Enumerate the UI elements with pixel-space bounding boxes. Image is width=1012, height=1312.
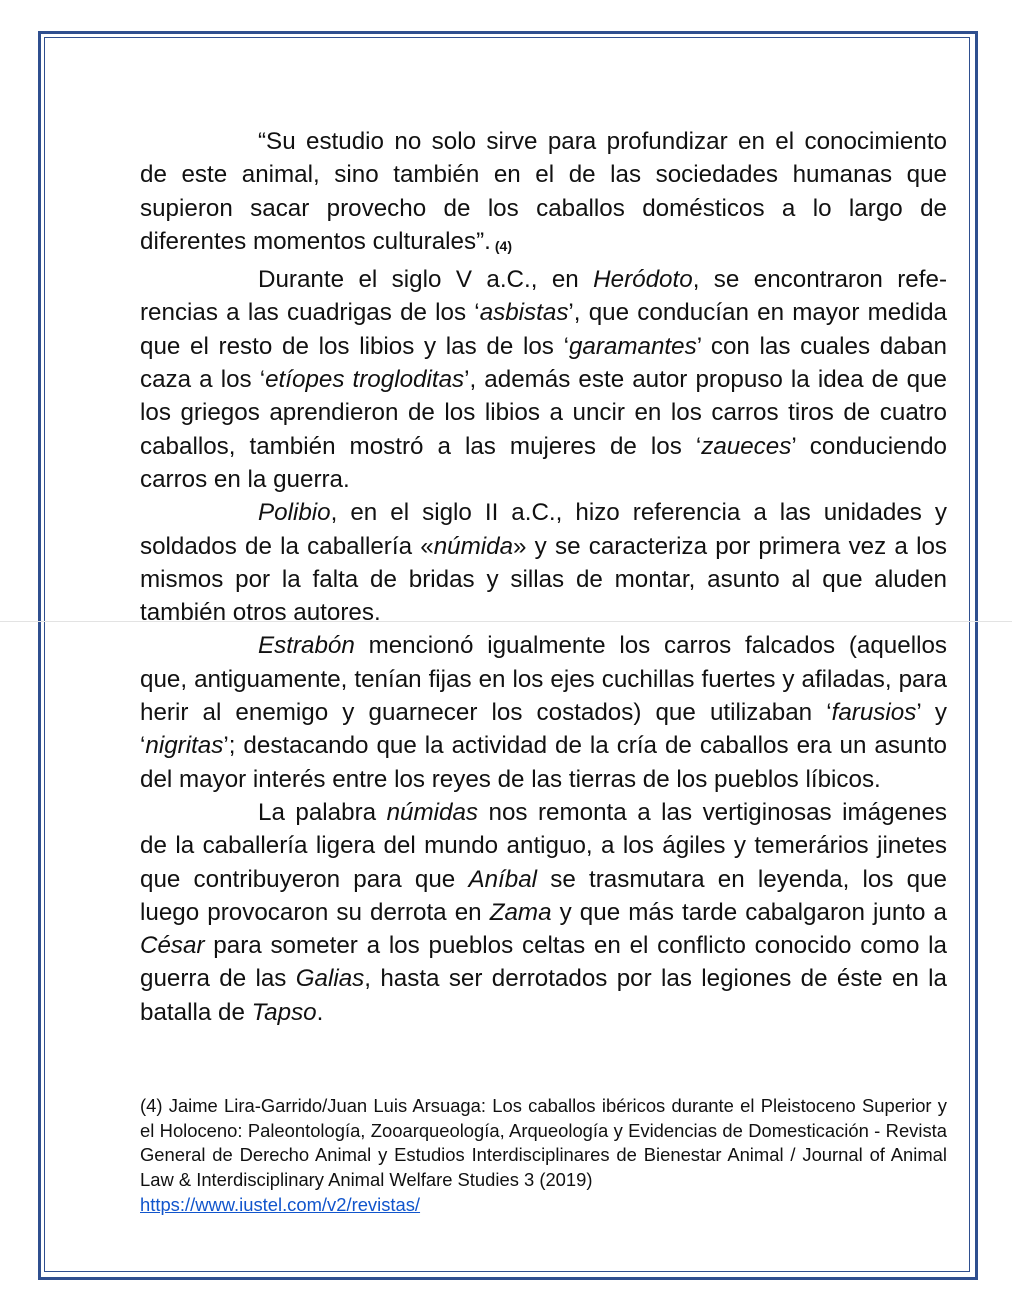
text-run: nos remonta a las vertiginosas imágenes de la caballería ligera del mundo antiguo, a los ágiles y temerários jinetes que contribuyeron para que <box>140 798 947 893</box>
italic-text: Aníbal <box>468 865 538 893</box>
text-run: Durante el siglo V a.C., en <box>258 266 594 294</box>
text-run: , en el siglo II a.C., hizo referencia a las unidades y soldados de la caballería « <box>140 499 947 560</box>
text-run: . <box>316 998 324 1026</box>
text-run: , se encontraron referencias a las cuadrigas de los ‘ <box>140 266 947 327</box>
text-run: , hasta ser derrotados por las legiones de éste en la batalla de <box>140 965 947 1026</box>
footnote-link[interactable]: https://www.iustel.com/v2/revistas/ <box>140 1194 421 1215</box>
text-run: ’, además este autor propuso la idea de que los griegos aprendieron de los libios a uncir en los carros tiros de cuatro caballos, también mostró a las mujeres de los ‘ <box>140 366 947 460</box>
italic-text: Tapso <box>251 998 317 1026</box>
paragraph-polibio <box>140 496 947 629</box>
paragraph-estrabon <box>140 629 947 795</box>
italic-text: zaueces <box>701 432 792 460</box>
text-run: mencionó igualmente los carros falcados (aquellos que, antiguamente, tenían fijas en los ejes cuchillas fuertes y afiladas, para herir al enemigo y guarnecer los costados) que utilizaban ‘ <box>140 632 947 727</box>
italic-text: númida <box>433 532 514 560</box>
document-body <box>140 125 947 1029</box>
italic-text: César <box>140 932 205 960</box>
text-run: ’; destacando que la actividad de la cría de caballos era un asunto del mayor interés entre los reyes de las tierras de los pueblos líbicos. <box>140 732 947 793</box>
text-run: ’ y ‘ <box>140 699 947 760</box>
paragraph-herodoto <box>140 263 947 496</box>
text-run: » y se caracteriza por primera vez a los mismos por la falta de bridas y sillas de montar, asunto al que aluden también otros autores. <box>140 532 947 627</box>
italic-text: farusios <box>831 699 917 727</box>
text-run: ’ conduciendo carros en la guerra. <box>140 432 947 493</box>
text-run: para someter a los pueblos celtas en el conflicto conocido como la guerra de las <box>140 932 947 993</box>
italic-text: etíopes trogloditas <box>265 366 465 394</box>
text-run: ’ con las cuales daban caza a los ‘ <box>140 332 947 394</box>
italic-text: Zama <box>489 898 552 926</box>
text-run: se trasmutara en leyenda, los que luego provocaron su derrota en <box>140 865 948 926</box>
italic-text: númidas <box>386 798 479 826</box>
paragraph-quote <box>140 125 947 263</box>
italic-text: garamantes <box>568 332 697 360</box>
italic-text: Estrabón <box>258 632 355 660</box>
footnote-text: (4) Jaime Lira-Garrido/Juan Luis Arsuaga: Los caballos ibéricos durante el Pleistoceno Superior y el Holoceno: Paleontología, Zooarqueología, Arqueología y Evidencias de Domesticación - Revista General de Derecho Animal y Estudios Interdisciplinares de Bienestar Animal / Journal of Animal Law & Interdisciplinary Animal Welfare Studies 3 (2019) <box>140 1095 947 1190</box>
italic-text: Galias <box>295 965 365 993</box>
italic-text: Heródoto <box>593 266 693 294</box>
italic-text: nigritas <box>145 732 224 760</box>
italic-text: asbistas <box>479 299 569 327</box>
italic-text: Polibio <box>258 499 331 527</box>
footnote-reference[interactable]: (4) <box>494 237 512 254</box>
text-run: ’, que conducían en mayor medida que el resto de los libios y las de los ‘ <box>140 299 947 360</box>
paragraph-numidas <box>140 796 947 1029</box>
text-run: La palabra <box>258 798 387 826</box>
text-run: “Su estudio no solo sirve para profundizar en el conocimiento de este animal, sino también en el de las sociedades humanas que supieron sacar provecho de los caballos domésticos a lo largo de diferentes momentos culturales”. <box>140 128 947 255</box>
text-run: y que más tarde cabalgaron junto a <box>551 898 947 926</box>
